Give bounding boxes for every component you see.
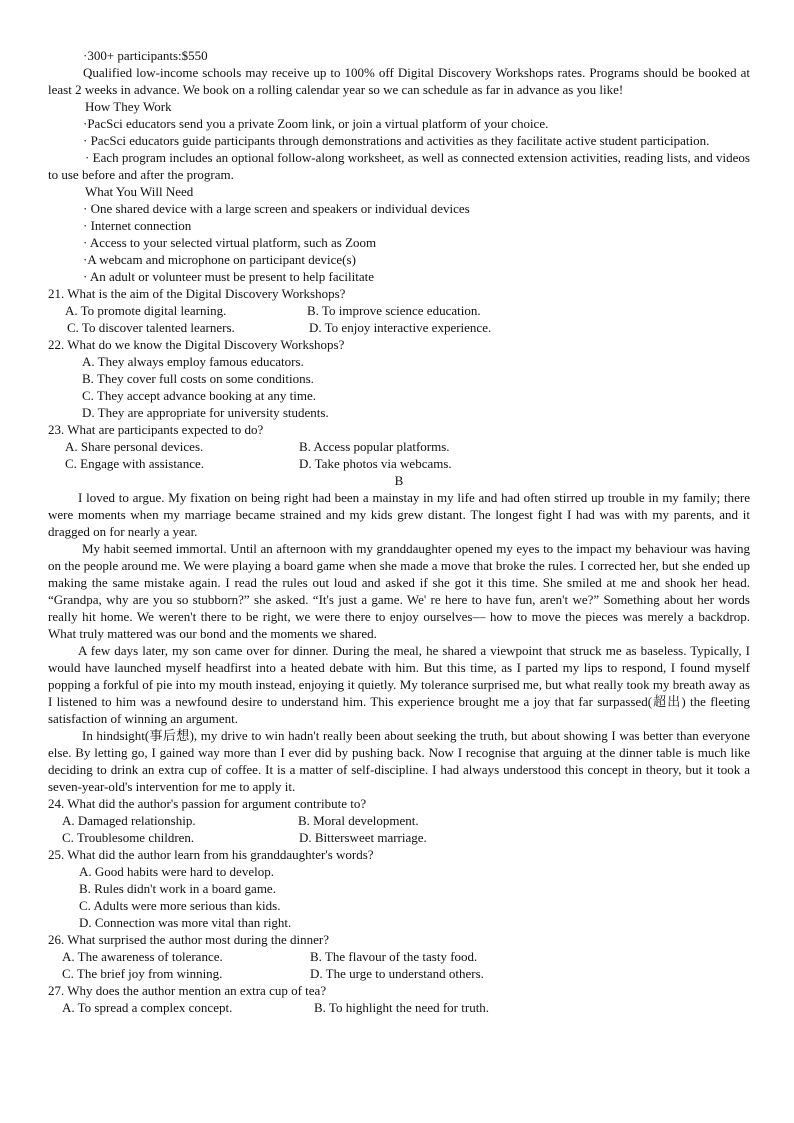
question-23-options-row bbox=[48, 455, 750, 472]
option-a: A. Damaged relationship. bbox=[62, 813, 196, 828]
option-d: D. The urge to understand others. bbox=[310, 966, 484, 981]
how-item: · Each program includes an optional follow-along worksheet, as well as connected extension activities, reading lists, and videos to use before and after the program. bbox=[48, 150, 750, 182]
option-c: C. The brief joy from winning. bbox=[62, 966, 223, 981]
passage-paragraph: My habit seemed immortal. Until an afternoon with my granddaughter opened my eyes to the impact my behaviour was having on the people around me. We were playing a board game when she made a move that broke the rules. I corrected her, but she ended up making the same mistake again. I read the rules out loud and asked if she got it this time. She smiled at me and shook her head. “Grandpa, why are you so stubborn?” she asked. “It's just a game. We' re here to have fun, aren't we?” Something about her words really hit home. We weren't there to be right, we were there to enjoy ourselves— how to move the pieces was merely a backdrop. What truly mattered was our bond and the moments we shared. bbox=[48, 541, 750, 641]
question-27-options-row bbox=[48, 999, 750, 1016]
question-24-options-row bbox=[48, 812, 750, 829]
option-b: B. To highlight the need for truth. bbox=[314, 1000, 490, 1015]
question-21-stem: 21. What is the aim of the Digital Discovery Workshops? bbox=[48, 286, 346, 301]
option-b: B. To improve science education. bbox=[307, 303, 481, 318]
option-a: A. To spread a complex concept. bbox=[62, 1000, 233, 1015]
passage-paragraph: In hindsight(事后想), my drive to win hadn't really been about seeking the truth, but about showing I was better than everyone else. By letting go, I gained way more than I ever did by pushing back. Now I recognise that arguing at the dinner table is much like deciding to drink an extra cup of coffee. It is a matter of self-discipline. I had always understood this concept in theory, but it took a seven-year-old's intervention for me to apply it. bbox=[48, 728, 750, 794]
question-23-stem: 23. What are participants expected to do? bbox=[48, 422, 264, 437]
question-26-options-row bbox=[48, 948, 750, 965]
question-24-stem: 24. What did the author's passion for argument contribute to? bbox=[48, 796, 367, 811]
option-c: C. Troublesome children. bbox=[62, 830, 195, 845]
need-item: · An adult or volunteer must be present to help facilitate bbox=[83, 269, 374, 284]
option-a: A. Share personal devices. bbox=[65, 439, 204, 454]
option-b: B. They cover full costs on some conditions. bbox=[82, 371, 314, 386]
option-c: C. To discover talented learners. bbox=[67, 320, 235, 335]
need-item: · One shared device with a large screen and speakers or individual devices bbox=[83, 201, 470, 216]
price-line: ·300+ participants:$550 bbox=[83, 48, 208, 63]
question-24-options-row bbox=[48, 829, 750, 846]
how-item: ·PacSci educators send you a private Zoom link, or join a virtual platform of your choice. bbox=[83, 116, 549, 131]
passage-paragraph: A few days later, my son came over for dinner. During the meal, he shared a viewpoint that struck me as baseless. Typically, I would have launched myself headfirst into a heated debate with him. But this time, as I parted my lips to respond, I found myself popping a forkful of pie into my mouth instead, enjoying it quietly. My tolerance surprised me, but what really took my breath away as I listened to him was a newfound desire to understand him. This experience brought me a joy that far surpassed(超出) the fleeting satisfaction of winning an argument. bbox=[48, 643, 750, 726]
option-b: B. Access popular platforms. bbox=[299, 439, 450, 454]
option-c: C. Engage with assistance. bbox=[65, 456, 204, 471]
section-b-label: B bbox=[394, 473, 404, 488]
option-d: D. Take photos via webcams. bbox=[299, 456, 452, 471]
passage-paragraph: I loved to argue. My fixation on being right had been a mainstay in my life and had often stirred up trouble in my family; there were moments when my marriage became strained and my kids grew distant. The longest fight I had was with my parents, and it dragged on for nearly a year. bbox=[48, 490, 750, 539]
option-d: D. To enjoy interactive experience. bbox=[309, 320, 492, 335]
option-a: A. The awareness of tolerance. bbox=[62, 949, 223, 964]
option-a: A. Good habits were hard to develop. bbox=[79, 864, 274, 879]
option-a: A. They always employ famous educators. bbox=[82, 354, 304, 369]
how-item: · PacSci educators guide participants through demonstrations and activities as they facilitate active student participation. bbox=[83, 133, 710, 148]
option-d: D. Bittersweet marriage. bbox=[299, 830, 427, 845]
option-c: C. Adults were more serious than kids. bbox=[79, 898, 281, 913]
option-c: C. They accept advance booking at any time. bbox=[82, 388, 317, 403]
question-21-options-row bbox=[48, 319, 750, 336]
how-they-work-heading: How They Work bbox=[85, 99, 172, 114]
option-b: B. Rules didn't work in a board game. bbox=[79, 881, 276, 896]
question-27-stem: 27. Why does the author mention an extra cup of tea? bbox=[48, 983, 327, 998]
need-item: · Access to your selected virtual platform, such as Zoom bbox=[83, 235, 377, 250]
option-b: B. Moral development. bbox=[298, 813, 419, 828]
question-26-stem: 26. What surprised the author most during the dinner? bbox=[48, 932, 330, 947]
question-21-options-row bbox=[48, 302, 750, 319]
option-d: D. They are appropriate for university students. bbox=[82, 405, 329, 420]
exam-page bbox=[48, 47, 750, 1016]
need-item: · Internet connection bbox=[83, 218, 192, 233]
option-d: D. Connection was more vital than right. bbox=[79, 915, 292, 930]
question-26-options-row bbox=[48, 965, 750, 982]
question-22-stem: 22. What do we know the Digital Discovery Workshops? bbox=[48, 337, 345, 352]
option-b: B. The flavour of the tasty food. bbox=[310, 949, 478, 964]
option-a: A. To promote digital learning. bbox=[65, 303, 227, 318]
need-item: ·A webcam and microphone on participant device(s) bbox=[83, 252, 356, 267]
what-you-need-heading: What You Will Need bbox=[85, 184, 194, 199]
question-25-stem: 25. What did the author learn from his granddaughter's words? bbox=[48, 847, 374, 862]
discount-paragraph: Qualified low-income schools may receive up to 100% off Digital Discovery Workshops rates. Programs should be booked at least 2 weeks in advance. We book on a rolling calendar year so we can schedule as far in advance as you like! bbox=[48, 65, 750, 97]
question-23-options-row bbox=[48, 438, 750, 455]
